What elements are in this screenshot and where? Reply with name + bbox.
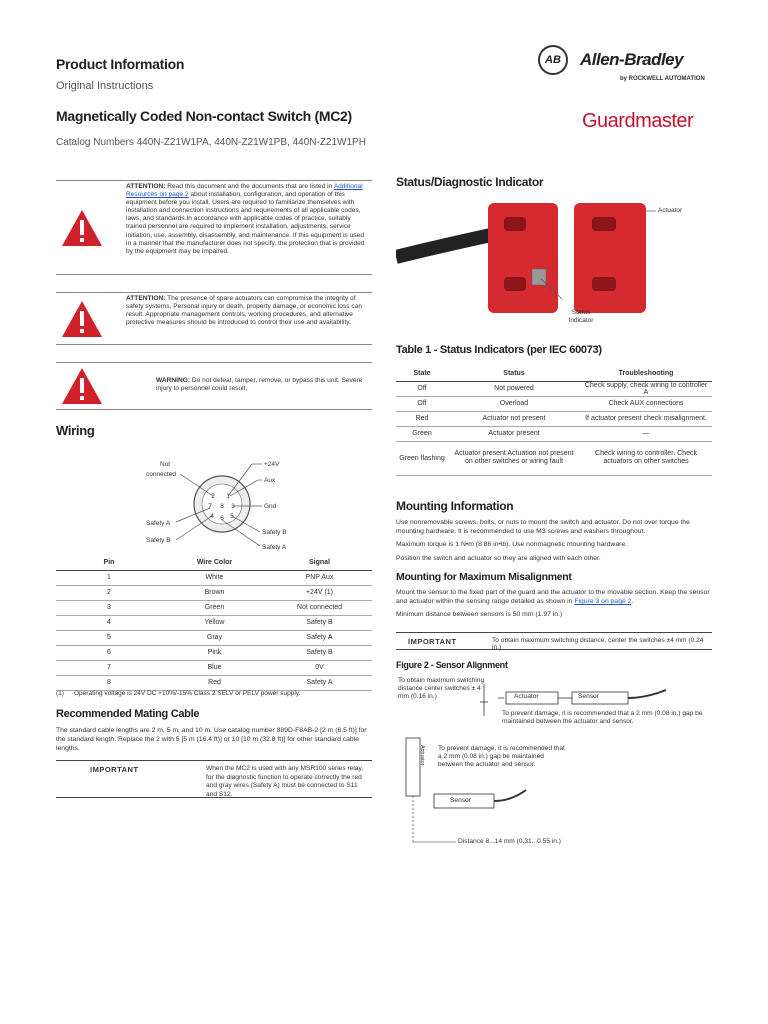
- mounting-text-3: Position the switch and actuator so they are aligned with each other.: [396, 555, 601, 562]
- pin-label: 4: [210, 513, 214, 520]
- wiring-table: [56, 555, 372, 691]
- table-row: [396, 441, 712, 475]
- table-cell: Safety A: [267, 630, 372, 645]
- label-gnd: Gnd: [264, 503, 277, 510]
- status-table-title: Table 1 - Status Indicators (per IEC 60073): [396, 344, 602, 356]
- table-row: [396, 381, 712, 396]
- label-connected: connected: [146, 471, 176, 478]
- brand-name: Allen-Bradley: [580, 50, 684, 69]
- table-row: [396, 396, 712, 411]
- ab-logo: AB: [538, 45, 568, 75]
- table-cell: 2: [56, 585, 162, 600]
- mounting-heading: Mounting Information: [396, 499, 514, 513]
- table-cell: 8: [56, 675, 162, 690]
- important-text: When the MC2 is used with any MSR100 series relay, for the diagnostic function to operate correctly the red and gray wires (Safety A) must be connected to S11 and S12.: [206, 765, 364, 798]
- table-header-row: [396, 366, 712, 381]
- table-cell: Check AUX connections: [580, 396, 712, 411]
- table-cell: Red: [162, 675, 267, 690]
- table-cell: Brown: [162, 585, 267, 600]
- warning-triangle-icon: [60, 366, 104, 406]
- mounting-text-2: Maximum torque is 1 N•m (8.86 in•lb). Use nonmagnetic mounting hardware.: [396, 541, 628, 548]
- table-cell: Actuator present Actuation not present on other switches or wiring fault: [448, 441, 580, 475]
- min-distance-text: Minimum distance between sensors is 50 mm (1.97 in.): [396, 611, 563, 618]
- pin-label: 7: [208, 503, 212, 510]
- figure-2-title: Figure 2 - Sensor Alignment: [396, 660, 508, 670]
- table-row: [396, 426, 712, 441]
- pin-label: 8: [220, 503, 224, 510]
- table-cell: Gray: [162, 630, 267, 645]
- label-24v: +24V: [264, 461, 280, 468]
- pin-label: 2: [211, 493, 215, 500]
- guardmaster-logo: Guardmaster: [582, 110, 694, 132]
- warning-box-1: [56, 180, 372, 275]
- fig-sensor-label-2: Sensor: [450, 797, 471, 804]
- table-row: [56, 630, 372, 645]
- label-safety-a-right: Safety A: [262, 544, 287, 551]
- warning-text: The presence of spare actuators can compromise the integrity of safety systems. Personal injury or death, property damage, or economic loss can result. Appropriate management controls, working procedures, and alternative protective measures should be introduced to control their use and availability.: [126, 295, 363, 327]
- table-cell: Not powered: [448, 381, 580, 396]
- table-cell: Blue: [162, 660, 267, 675]
- connector-diagram: [140, 452, 320, 552]
- table-cell: Overload: [448, 396, 580, 411]
- table-cell: Safety B: [267, 645, 372, 660]
- table-row: [56, 615, 372, 630]
- table-cell: Pink: [162, 645, 267, 660]
- table-cell: White: [162, 570, 267, 585]
- table-row: [56, 675, 372, 690]
- pin-label: 1: [226, 493, 230, 500]
- additional-resources-link[interactable]: Additional Resources on page 2: [126, 183, 363, 199]
- table-row: [56, 645, 372, 660]
- table-cell: PNP Aux: [267, 570, 372, 585]
- document-title: Magnetically Coded Non-contact Switch (MC2): [56, 108, 352, 124]
- label-not: Not: [160, 461, 171, 468]
- fig-actuator-label: Actuator: [514, 693, 539, 700]
- warning-label: ATTENTION:: [126, 183, 166, 190]
- table-cell: 4: [56, 615, 162, 630]
- warning-text: Do not defeat, tamper, remove, or bypass this unit. Severe injury to personnel could result.: [156, 377, 363, 393]
- table-header: Pin: [56, 555, 162, 570]
- table-cell: Check supply, check wiring to controller A: [580, 381, 712, 396]
- warning-label: ATTENTION:: [126, 295, 166, 302]
- catalog-numbers: Catalog Numbers 440N-Z21W1PA, 440N-Z21W1PB, 440N-Z21W1PH: [56, 137, 366, 148]
- table-row: [56, 600, 372, 615]
- status-indicator-callout: Status Indicator: [568, 309, 594, 324]
- misalignment-text: [396, 588, 712, 606]
- table-cell: +24V (1): [267, 585, 372, 600]
- table-row: [56, 570, 372, 585]
- table-row: [56, 585, 372, 600]
- table-cell: 5: [56, 630, 162, 645]
- label-safety-b-left: Safety B: [146, 537, 171, 544]
- warning-text-cont: about installation, configuration, and operation of this equipment before you install. Users are required to familiarize themselves with installation and connection instructions and requirements of all applicable codes, laws, and standards.In accordance with applicable codes of practice, suitably trained personnel are required to implement installation, adjustments, service initiation, use, assembly, disassembly, and maintenance. If this equipment is used in a manner that the manufacturer does not specify, the protection that is provided by the equipment may be impaired.: [126, 191, 365, 255]
- warning-text: Read this document and the documents that are listed in: [167, 183, 334, 190]
- status-heading: Status/Diagnostic Indicator: [396, 175, 544, 189]
- label-safety-a-left: Safety A: [146, 520, 171, 527]
- table-header-row: [56, 555, 372, 570]
- label-safety-b-right: Safety B: [262, 529, 287, 536]
- fig-note-gap-1: To prevent damage, it is recommended that a 2 mm (0.08 in.) gap be maintained between the actuator and sensor.: [502, 710, 703, 725]
- pin-label: 5: [230, 513, 234, 520]
- table-header: Status: [448, 366, 580, 381]
- important-label: IMPORTANT: [408, 637, 457, 646]
- label-aux: Aux: [264, 477, 276, 484]
- table-cell: 6: [56, 645, 162, 660]
- footnote-text: Operating voltage is 24V DC +10%/-15% Class 2 SELV or PELV power supply.: [74, 690, 301, 697]
- table-cell: Check wiring to controller. Check actuators on other switches: [580, 441, 712, 475]
- table-row: [56, 660, 372, 675]
- table-header: Signal: [267, 555, 372, 570]
- table-cell: 3: [56, 600, 162, 615]
- warning-box-2: [56, 292, 372, 345]
- footnote-number: (1): [56, 690, 64, 697]
- table-cell: Actuator not present: [448, 411, 580, 426]
- fig-actuator-vertical: Actuator: [419, 745, 425, 766]
- important-box-mating: [56, 760, 372, 798]
- table-row: [396, 411, 712, 426]
- page-title: Product Information: [56, 56, 185, 72]
- table-cell: Off: [396, 381, 448, 396]
- table-cell: 7: [56, 660, 162, 675]
- page-subtitle: Original Instructions: [56, 80, 154, 92]
- warning-box-3: [56, 362, 372, 410]
- table-cell: —: [580, 426, 712, 441]
- status-table: [396, 366, 712, 476]
- misalignment-text-post: .: [631, 598, 634, 605]
- switch-photo: [396, 195, 696, 335]
- actuator-callout: Actuator: [658, 207, 683, 214]
- table-cell: Off: [396, 396, 448, 411]
- table-cell: Green: [396, 426, 448, 441]
- fig-note-center: To obtain maximum switching distance center switches ± 4 mm (0.16 in.): [398, 677, 485, 700]
- table-cell: Yellow: [162, 615, 267, 630]
- table-cell: Red: [396, 411, 448, 426]
- important-box-mounting: [396, 632, 712, 650]
- table-cell: If actuator present check misalignment.: [580, 411, 712, 426]
- table-cell: Green: [162, 600, 267, 615]
- pin-label: 3: [231, 503, 235, 510]
- misalignment-heading: Mounting for Maximum Misalignment: [396, 571, 572, 583]
- table-cell: Not connected: [267, 600, 372, 615]
- wiring-heading: Wiring: [56, 423, 95, 438]
- warning-triangle-icon: [60, 299, 104, 339]
- mounting-text-1: Use nonremovable screws, bolts, or nuts to mount the switch and actuator. Do not over torque the mounting hardware. It is recommended to use M3 screws and washers throughout.: [396, 519, 690, 535]
- mating-cable-heading: Recommended Mating Cable: [56, 708, 200, 720]
- table-header: Wire Color: [162, 555, 267, 570]
- table-header: State: [396, 366, 448, 381]
- table-cell: Safety B: [267, 615, 372, 630]
- table-cell: Safety A: [267, 675, 372, 690]
- table-cell: Green flashing: [396, 441, 448, 475]
- table-cell: Actuator present: [448, 426, 580, 441]
- important-text: To obtain maximum switching distance, center the switches ±4 mm (0.24 in.): [492, 637, 704, 651]
- fig-note-gap-2: To prevent damage, it is recommended that a 2 mm (0.08 in.) gap be maintained between the actuator and sensor.: [438, 745, 565, 768]
- table-cell: 1: [56, 570, 162, 585]
- important-label: IMPORTANT: [90, 765, 139, 774]
- fig-distance-label: Distance 8...14 mm (0.31...0.55 in.): [458, 838, 561, 845]
- misalignment-text-pre: Mount the sensor to the fixed part of the guard and the actuator to the movable section. Keep the sensor and actuator within the sensing range detailed as shown in: [396, 589, 710, 605]
- brand-sub: by ROCKWELL AUTOMATION: [620, 76, 705, 82]
- warning-label: WARNING:: [156, 377, 191, 384]
- mating-cable-text: The standard cable lengths are 2 m, 5 m, and 10 m. Use catalog number 889D-F8AB-2 [2 m (6.5 ft)] for the standard length. Replace the 2 with 5 [5 m (16.4 ft)] or 10 [10 m (32.8 ft)] for other standard cable lengths.: [56, 727, 367, 752]
- fig-sensor-label: Sensor: [578, 693, 599, 700]
- table-header: Troubleshooting: [580, 366, 712, 381]
- pin-label: 6: [220, 515, 224, 522]
- warning-triangle-icon: [60, 208, 104, 248]
- figure-3-link[interactable]: Figure 3 on page 2: [574, 598, 632, 605]
- table-cell: 0V: [267, 660, 372, 675]
